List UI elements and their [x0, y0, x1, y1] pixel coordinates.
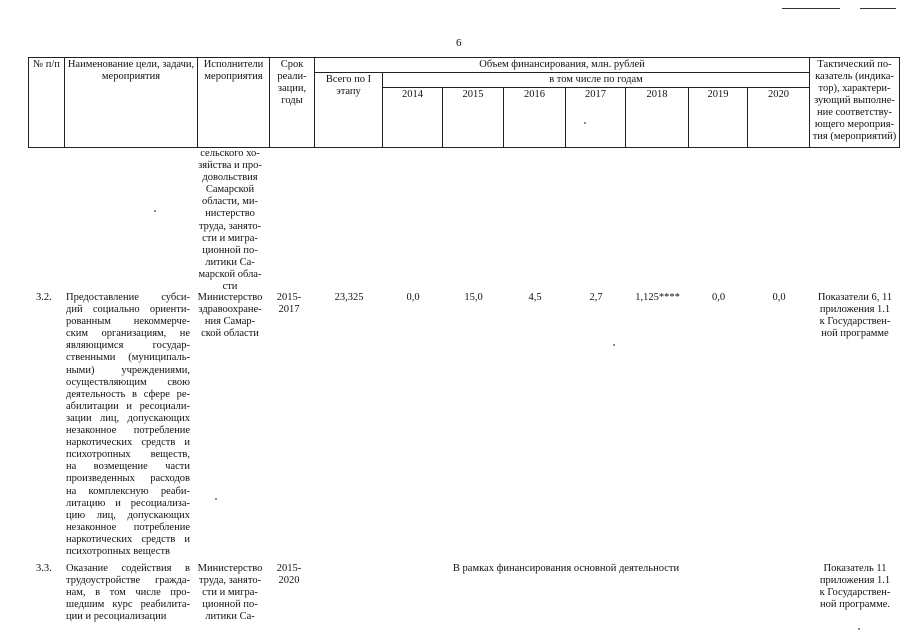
- text-line: наркотических средств и: [66, 437, 190, 449]
- text-line: 2017: [278, 304, 300, 316]
- row-3-2-2019: 0,0: [711, 292, 726, 303]
- text-line: психотропных веществ: [66, 545, 171, 557]
- row-3-2-name: [66, 292, 190, 558]
- text-line: ской области: [201, 328, 259, 340]
- header-total: Всего по I этапу: [315, 73, 383, 148]
- text-line: цию лиц, допускающих: [66, 509, 190, 521]
- header-name: Наименование цели, задачи, мероприятия: [65, 58, 198, 148]
- text-line: сти и мигра-: [202, 587, 258, 599]
- text-line: к Государствен-: [819, 316, 891, 328]
- text-line: сти: [222, 281, 238, 293]
- row-3-2-indicator: [811, 292, 899, 340]
- text-line: Министерство: [197, 292, 263, 303]
- text-line: ния Самар-: [204, 316, 256, 328]
- text-line: ной программе: [821, 328, 889, 340]
- text-line: произведенных расходов: [66, 473, 190, 485]
- header-year-2015: 2015: [443, 88, 504, 148]
- row-3-3-name: [66, 563, 190, 623]
- scan-speck: [154, 210, 156, 212]
- text-line: труда, занято-: [198, 220, 262, 232]
- header-year-2014: 2014: [383, 88, 443, 148]
- row-3-2-total: 23,325: [334, 292, 364, 303]
- text-line: здравоохране-: [198, 304, 262, 316]
- header-term: Срок реали-зации, годы: [270, 58, 315, 148]
- text-line: 2020: [278, 575, 300, 587]
- scan-speck: [215, 498, 217, 500]
- header-year-2016: 2016: [504, 88, 566, 148]
- header-year-2018: 2018: [626, 88, 689, 148]
- header-year-2019: 2019: [689, 88, 748, 148]
- row-3-3-executor: [194, 563, 266, 623]
- text-line: ными) учреждениями,: [66, 364, 190, 376]
- text-line: Показатель 11: [823, 563, 887, 574]
- text-line: абилитации и ресоциали-: [66, 400, 190, 412]
- text-line: деятельность в сфере ре-: [66, 388, 190, 400]
- row-3-2-term: [268, 292, 310, 316]
- header-by-years: в том числе по годам: [383, 73, 810, 88]
- text-line: дий социально ориенти-: [66, 304, 190, 316]
- text-line: труда, занято-: [198, 575, 262, 587]
- text-line: на комплексную реаби-: [66, 485, 190, 497]
- top-rule-right: [860, 8, 896, 9]
- text-line: Показатели 6, 11: [817, 292, 893, 303]
- row-3-2-2020: 0,0: [772, 292, 786, 303]
- text-line: ственными (муниципаль-: [66, 352, 190, 364]
- text-line: психотропных веществ,: [66, 449, 190, 461]
- text-line: сельского хо-: [200, 148, 260, 159]
- text-line: приложения 1.1: [819, 575, 891, 587]
- header-num: № п/п: [29, 58, 65, 148]
- text-line: литики Са-: [205, 611, 255, 623]
- row-3-2-num: 3.2.: [36, 292, 52, 303]
- text-line: сти и мигра-: [202, 232, 258, 244]
- text-line: к Государствен-: [819, 587, 891, 599]
- text-line: трудоустройстве гражда-: [66, 575, 190, 587]
- text-line: незаконное потребление: [66, 521, 190, 533]
- text-line: Самарской: [205, 184, 255, 196]
- header-year-2017: 2017: [566, 88, 626, 148]
- row-3-2-executor: [194, 292, 266, 340]
- header-funding: Объем финансирования, млн. рублей: [315, 58, 810, 73]
- text-line: ционной по-: [202, 244, 258, 256]
- text-line: рованным некоммерче-: [66, 316, 190, 328]
- text-line: ции и ресоциализации: [66, 611, 167, 623]
- row-3-2-2016: 4,5: [528, 292, 542, 303]
- header-executor: Исполнители мероприятия: [198, 58, 270, 148]
- text-line: ционной по-: [202, 599, 258, 611]
- text-line: ским организациям, не: [66, 328, 190, 340]
- text-line: области, ми-: [201, 196, 259, 208]
- text-line: наркотических средств и: [66, 533, 190, 545]
- scan-speck: [858, 628, 860, 630]
- row-3-2-2014: 0,0: [406, 292, 420, 303]
- row-3-3-indicator: [811, 563, 899, 611]
- row-3-3-num: 3.3.: [36, 563, 52, 574]
- top-rule-left: [782, 8, 840, 9]
- row-3-2-2018: 1,125****: [635, 292, 680, 303]
- text-line: ной программе.: [819, 599, 891, 611]
- text-line: Предоставление субси-: [66, 292, 190, 303]
- header-year-2020: 2020: [748, 88, 810, 148]
- text-line: являющимся государ-: [66, 340, 190, 352]
- text-line: приложения 1.1: [819, 304, 891, 316]
- text-line: осуществляющим свою: [66, 376, 190, 388]
- text-line: зации лиц, допускающих: [66, 412, 190, 424]
- text-line: литики Са-: [205, 256, 255, 268]
- text-line: на возмещение части: [66, 461, 190, 473]
- text-line: зяйства и про-: [198, 160, 262, 172]
- text-line: марской обла-: [198, 268, 262, 280]
- scan-speck: [613, 344, 615, 346]
- row-3-3-funding-note: В рамках финансирования основной деятельности: [452, 563, 680, 574]
- text-line: литацию и ресоциализа-: [66, 497, 190, 509]
- text-line: 2015-: [276, 563, 302, 574]
- row-3-3-term: [268, 563, 310, 587]
- text-line: Министерство: [197, 563, 263, 574]
- text-line: Оказание содействия в: [66, 563, 190, 574]
- text-line: 2015-: [276, 292, 302, 303]
- text-line: нам, в том числе про-: [66, 587, 190, 599]
- header-indicator: Тактический по-казатель (индика-тор), характери-зующий выполне-ние соответству-ющего мероприя-тия (мероприятий): [810, 58, 900, 148]
- row-3-2-2017: 2,7: [589, 292, 603, 303]
- text-line: довольствия: [202, 172, 258, 184]
- table-header: [28, 57, 900, 148]
- text-line: нистерство: [205, 208, 255, 220]
- scan-speck: [584, 122, 586, 124]
- text-line: шедшим курс реабилита-: [66, 599, 190, 611]
- continuation-executor: [194, 148, 266, 293]
- text-line: незаконное потребление: [66, 425, 190, 437]
- row-3-2-2015: 15,0: [464, 292, 483, 303]
- page-number: 6: [456, 37, 462, 49]
